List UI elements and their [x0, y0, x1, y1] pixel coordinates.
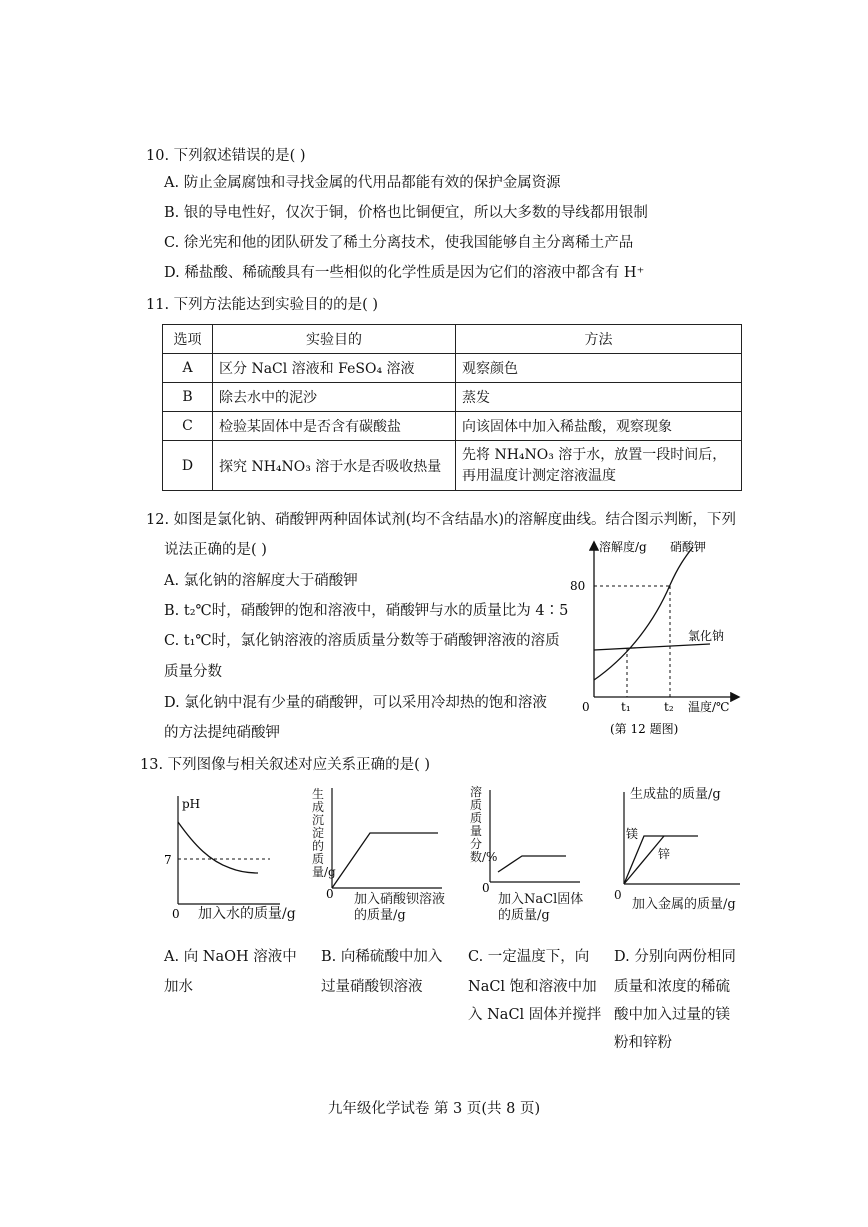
mass-fraction-line [498, 856, 566, 872]
q12-option-c-line-1: C. t₁℃时，氯化钠溶液的溶质质量分数等于硝酸钾溶液的溶质 [164, 633, 560, 649]
q13-caption-a-1: A. 向 NaOH 溶液中 [164, 949, 297, 965]
q13-caption-c-2: NaCl 饱和溶液中加 [468, 979, 597, 995]
mg-label: 镁 [626, 827, 639, 841]
q13-graph-a-xlabel: 加入水的质量/g [198, 906, 296, 922]
q10-option-b: B. 银的导电性好，仅次于铜，价格也比铜便宜，所以大多数的导线都用银制 [164, 205, 648, 221]
table-row [163, 441, 742, 491]
q13-caption-d-1: D. 分别向两份相同 [614, 949, 736, 965]
q13-graph-c-ylabel: 溶质质量分数/% [470, 785, 498, 864]
q13-graph-b-xlabel-1: 加入硝酸钡溶液 [354, 892, 446, 907]
table-header-goal: 实验目的 [213, 325, 456, 354]
q13-graph-b-xlabel-2: 的质量/g [354, 908, 406, 923]
q13-graph-d-xlabel: 加入金属的质量/g [632, 897, 736, 912]
precipitate-line [332, 833, 438, 888]
q13-graph-c [470, 786, 590, 896]
q13-caption-d-2: 质量和浓度的稀硫 [614, 979, 730, 995]
q13-caption-b-1: B. 向稀硫酸中加入 [321, 949, 443, 965]
table-row [163, 383, 742, 412]
table-header-option: 选项 [163, 325, 213, 354]
origin-label: 0 [582, 700, 590, 714]
y-tick-7: 7 [164, 853, 172, 867]
nacl-curve [594, 644, 710, 650]
q13-graph-c-xlabel-2: 的质量/g [498, 908, 550, 923]
method-line-1: 先将 NH₄NO₃ 溶于水，放置一段时间后， [462, 446, 727, 463]
q12-option-d-line-1: D. 氯化钠中混有少量的硝酸钾，可以采用冷却热的饱和溶液 [164, 695, 547, 711]
ph-curve [178, 822, 258, 873]
q10-option-a: A. 防止金属腐蚀和寻找金属的代用品都能有效的保护金属资源 [164, 175, 561, 191]
q12-stem-line-2: 说法正确的是( ) [164, 542, 267, 558]
table-cell-goal: 除去水中的泥沙 [213, 383, 456, 412]
q13-graph-d-ylabel: 生成盐的质量/g [630, 787, 721, 802]
origin-label: 0 [172, 907, 180, 921]
table-cell-option: A [163, 354, 213, 383]
origin-label: 0 [482, 881, 490, 895]
table-header-method: 方法 [456, 325, 742, 354]
table-header-row [163, 325, 742, 354]
q13-caption-d-3: 酸中加入过量的镁 [614, 1007, 730, 1023]
table-cell-method: 向该固体中加入稀盐酸，观察现象 [456, 412, 742, 441]
method-line-2: 再用温度计测定溶液温度 [462, 467, 616, 484]
x-tick-t2: t₂ [664, 700, 674, 714]
q13-caption-c-3: 入 NaCl 固体并搅拌 [468, 1007, 602, 1023]
table-row [163, 354, 742, 383]
table-cell-option: C [163, 412, 213, 441]
x-axis-label: 温度/℃ [688, 700, 730, 714]
q10-option-d: D. 稀盐酸、稀硫酸具有一些相似的化学性质是因为它们的溶液中都含有 H⁺ [164, 265, 645, 281]
q12-option-d-line-2: 的方法提纯硝酸钾 [164, 725, 280, 741]
table-cell-option: D [163, 441, 213, 491]
y-axis-label: pH [182, 797, 201, 811]
q13-graph-b-ylabel: 生成沉淀的质量/g [312, 787, 336, 879]
y-axis-label: 溶解度/g [599, 540, 647, 554]
q12-stem-line-1: 12. 如图是氯化钠、硝酸钾两种固体试剂(均不含结晶水)的溶解度曲线。结合图示判断，下列 [146, 512, 736, 528]
table-cell-option: B [163, 383, 213, 412]
q13-graph-c-xlabel-1: 加入NaCl固体 [498, 892, 584, 907]
table-cell-method: 观察颜色 [456, 354, 742, 383]
q13-graph-b [312, 786, 452, 906]
table-cell-goal: 区分 NaCl 溶液和 FeSO₄ 溶液 [213, 354, 456, 383]
q11-table [162, 324, 742, 491]
q13-caption-a-2: 加水 [164, 979, 193, 995]
kno3-curve-label: 硝酸钾 [670, 540, 707, 554]
q12-option-b: B. t₂℃时，硝酸钾的饱和溶液中，硝酸钾与水的质量比为 4∶5 [164, 603, 569, 619]
y-tick-80: 80 [570, 579, 586, 593]
q12-option-a: A. 氯化钠的溶解度大于硝酸钾 [164, 573, 358, 589]
origin-label: 0 [326, 887, 334, 901]
table-cell-goal: 检验某固体中是否含有碳酸盐 [213, 412, 456, 441]
table-cell-method: 蒸发 [456, 383, 742, 412]
q13-graph-d-origin: 0 [614, 888, 622, 902]
figure-caption: (第 12 题图) [610, 722, 679, 736]
x-tick-t1: t₁ [621, 700, 631, 714]
q13-caption-d-4: 粉和锌粉 [614, 1035, 672, 1051]
kno3-curve [594, 547, 693, 680]
q12-option-c-line-2: 质量分数 [164, 664, 222, 680]
q10-stem: 10. 下列叙述错误的是( ) [146, 148, 306, 164]
table-row [163, 412, 742, 441]
q11-stem: 11. 下列方法能达到实验目的的是( ) [146, 297, 379, 313]
table-cell-goal: 探究 NH₄NO₃ 溶于水是否吸收热量 [213, 441, 456, 491]
q12-solubility-figure [570, 535, 750, 740]
table-cell-method [456, 441, 742, 491]
q13-stem: 13. 下列图像与相关叙述对应关系正确的是( ) [140, 757, 431, 773]
nacl-curve-label: 氯化钠 [688, 629, 725, 643]
q10-option-c: C. 徐光宪和他的团队研发了稀土分离技术，使我国能够自主分离稀土产品 [164, 235, 634, 251]
q13-caption-b-2: 过量硝酸钡溶液 [321, 979, 423, 995]
zn-label: 锌 [658, 847, 671, 861]
page-footer: 九年级化学试卷 第 3 页(共 8 页) [327, 1101, 541, 1117]
q13-caption-c-1: C. 一定温度下，向 [468, 949, 590, 965]
